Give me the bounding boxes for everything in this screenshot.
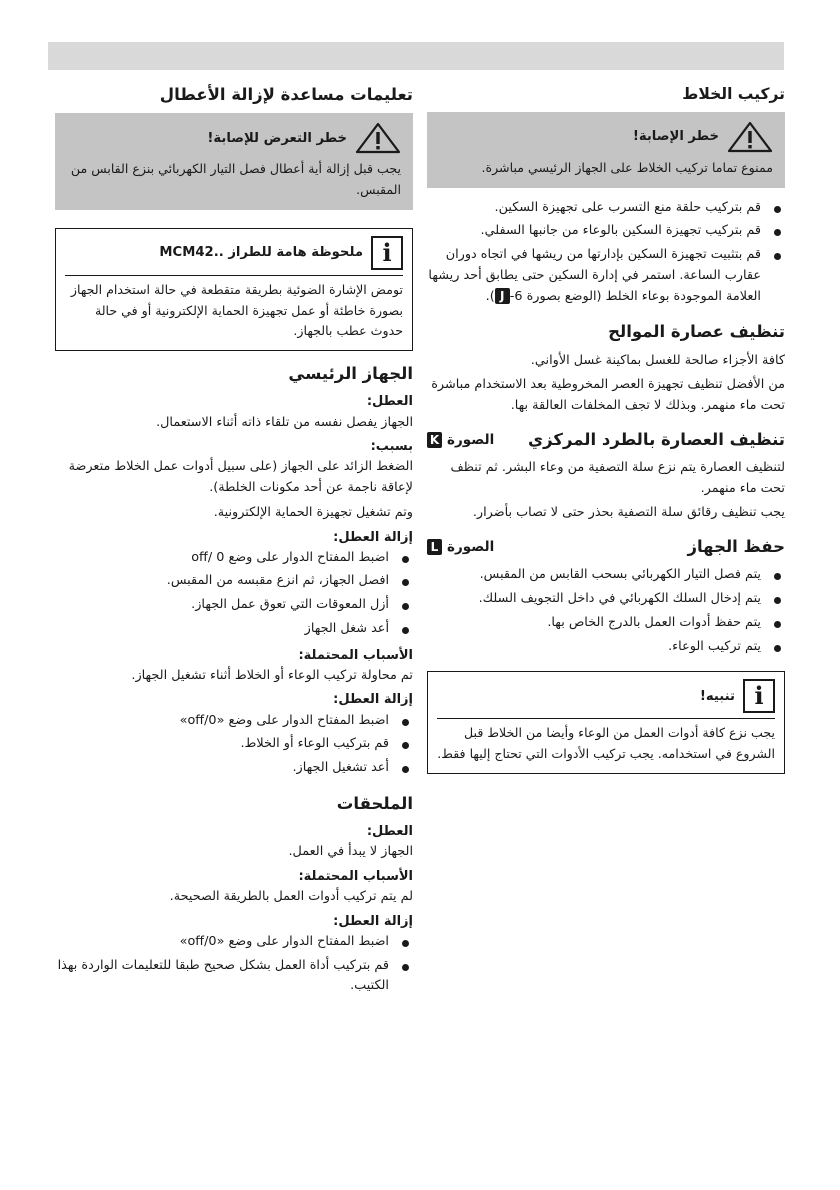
figure-reference-k (427, 432, 494, 448)
list-item: يتم حفظ أدوات العمل بالدرج الخاص بها. (427, 613, 785, 634)
fault-text: الجهاز لا يبدأ في العمل. (288, 844, 413, 860)
list-item: يتم فصل التيار الكهربائي بسحب القابس من المقبس. (427, 565, 785, 586)
figure-k-icon: K (427, 432, 442, 448)
storage-title: حفظ الجهاز (687, 537, 785, 557)
info-icon: i (371, 236, 403, 270)
remedy-label: إزالة العطل: (333, 692, 413, 708)
figure-j-icon: J (495, 288, 510, 304)
right-column (427, 84, 785, 786)
assembly-steps (427, 198, 785, 308)
list-item: قم بتركيب حلقة منع التسرب على تجهيزة السكين. (427, 198, 785, 219)
list-item: اضبط المفتاح الدوار على وضع «0/off» (55, 711, 413, 732)
remedy-list (55, 711, 413, 779)
assembly-warning-text: ممنوع تماما تركيب الخلاط على الجهاز الرئيسي مباشرة. (481, 159, 773, 175)
remedy-list (55, 548, 413, 640)
figure-reference-l (427, 539, 494, 555)
cause-text: وتم تشغيل تجهيزة الحماية الإلكترونية. (213, 504, 413, 520)
main-unit-title: الجهاز الرئيسي (288, 364, 413, 384)
note-text: تومض الإشارة الضوئية بطريقة متقطعة في حالة استخدام الجهاز بصورة خاطئة أو عمل تجهيزة الحماية الإلكترونية أو في حالة حدوث عطب بالجهاز. (70, 281, 403, 339)
assembly-title: تركيب الخلاط (682, 85, 785, 103)
left-column (55, 84, 413, 1003)
list-item: قم بتركيب الوعاء أو الخلاط. (55, 734, 413, 755)
list-item: أعد شغل الجهاز (55, 619, 413, 640)
fault-label: العطل: (366, 394, 413, 410)
mcm42-note-box (55, 228, 413, 351)
centrifugal-title: تنظيف العصارة بالطرد المركزي (527, 429, 785, 449)
note-title: تنبيه! (699, 688, 735, 704)
troubleshoot-warning-box (55, 113, 413, 210)
fault-text: الجهاز يفصل نفسه من تلقاء ذاته أثناء الاستعمال. (156, 414, 413, 430)
list-item: اضبط المفتاح الدوار على وضع 0 /off (55, 548, 413, 569)
assembly-step-3-end: ). (485, 288, 495, 304)
figure-label: الصورة (447, 431, 495, 448)
info-icon: i (743, 679, 775, 713)
storage-note-box (427, 671, 785, 774)
juicer-clean-title: تنظيف عصارة الموالح (608, 322, 785, 342)
figure-l-icon: L (427, 539, 442, 555)
list-item: يتم إدخال السلك الكهربائي في داخل التجويف السلك. (427, 589, 785, 610)
centrifugal-paragraph: يجب تنظيف رقائق سلة التصفية بحذر حتى لا تصاب بأضرار. (472, 505, 785, 521)
juicer-clean-paragraph: كافة الأجزاء صالحة للغسل بماكينة غسل الأواني. (530, 352, 785, 368)
possible-causes-text: تم محاولة تركيب الوعاء أو الخلاط أثناء تشغيل الجهاز. (131, 667, 413, 683)
list-item: قم بتركيب تجهيزة السكين بالوعاء من جانبها السفلي. (427, 221, 785, 242)
assembly-warning-title: خطر الإصابة! (632, 129, 719, 145)
troubleshoot-title: تعليمات مساعدة لإزالة الأعطال (159, 85, 413, 104)
juicer-clean-paragraph: من الأفضل تنظيف تجهيزة العصر المخروطية بعد الاستخدام مباشرة تحت ماء منهمر. وبذلك لا تجف المخلفات العالقة بها. (431, 377, 785, 413)
possible-causes-label: الأسباب المحتملة: (298, 868, 413, 884)
list-item: أعد تشغيل الجهاز. (55, 758, 413, 779)
cause-label: بسبب: (370, 439, 413, 455)
note-title: ملحوظة هامة للطراز ..MCM42 (159, 245, 363, 261)
accessories-title: الملحقات (336, 793, 413, 813)
remedy-list (55, 932, 413, 997)
cause-text: الضغط الزائد على الجهاز (على سبيل أدوات عمل الخلاط متعرضة لإعاقة ناجمة عن أحد مكونات الخلطة). (68, 459, 413, 496)
possible-causes-label: الأسباب المحتملة: (298, 647, 413, 663)
warning-triangle-icon (727, 121, 773, 153)
warning-triangle-icon (355, 122, 401, 154)
list-item: أزل المعوقات التي تعوق عمل الجهاز. (55, 595, 413, 616)
possible-causes-text: لم يتم تركيب أدوات العمل بالطريقة الصحيحة. (169, 888, 413, 904)
list-item: افصل الجهاز، ثم انزع مقبسه من المقبس. (55, 571, 413, 592)
assembly-warning-box (427, 112, 785, 188)
troubleshoot-warning-title: خطر التعرض للإصابة! (207, 130, 347, 146)
troubleshoot-warning-text: يجب قبل إزالة أية أعطال فصل التيار الكهربائي بنزع القابس من المقبس. (70, 161, 401, 198)
assembly-step-3-text: قم بتثبيت تجهيزة السكين بإدارتها من ريشها في اتجاه دوران عقارب الساعة. استمر في إدارة السكين حتى يطابق أحد ريشها العلامة الموجودة بوعاء الخلط (الوضع بصورة 6- (428, 247, 761, 304)
remedy-label: إزالة العطل: (333, 913, 413, 929)
note-text: يجب نزع كافة أدوات العمل من الوعاء وأيضا من الخلاط قبل الشروع في استخدامه. يجب تركيب الأدوات التي تحتاج إليها فقط. (437, 725, 775, 762)
figure-label: الصورة (447, 539, 495, 556)
header-bar (48, 42, 784, 70)
list-item: اضبط المفتاح الدوار على وضع «0/off» (55, 932, 413, 953)
fault-label: العطل: (366, 823, 413, 839)
centrifugal-paragraph: لتنظيف العصارة يتم نزع سلة التصفية من وعاء البشر. ثم تنظف تحت ماء منهمر. (450, 459, 785, 496)
list-item (427, 245, 785, 307)
storage-steps (427, 565, 785, 657)
list-item: يتم تركيب الوعاء. (427, 637, 785, 658)
list-item: قم بتركيب أداة العمل بشكل صحيح طبقا للتعليمات الواردة بهذا الكتيب. (55, 956, 413, 997)
remedy-label: إزالة العطل: (333, 529, 413, 545)
